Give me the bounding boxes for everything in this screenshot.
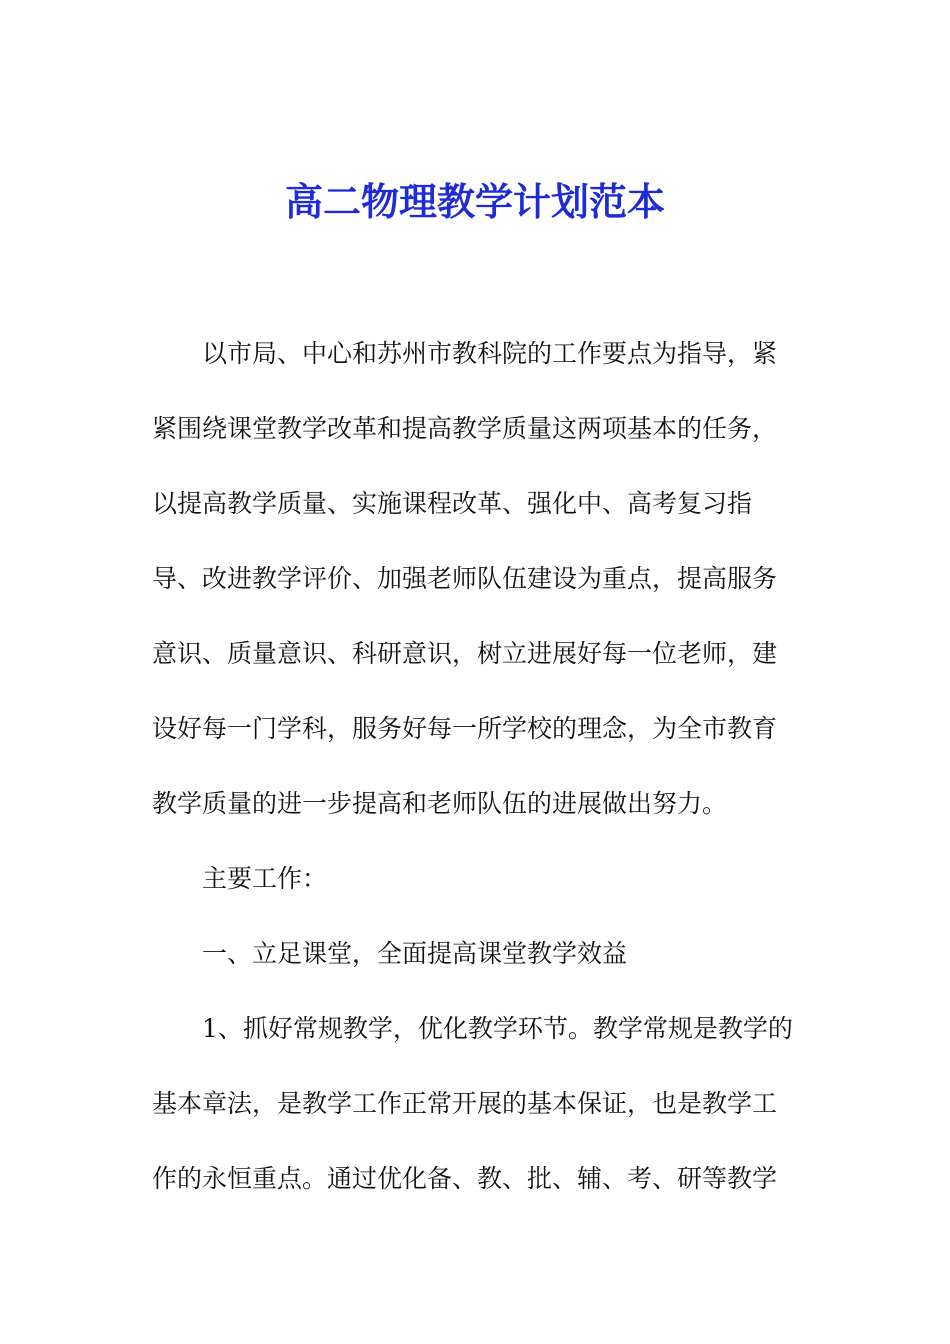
paragraph-line: 紧围绕课堂教学改革和提高教学质量这两项基本的任务，: [152, 414, 778, 443]
paragraph-line: 教学质量的进一步提高和老师队伍的进展做出努力。: [152, 789, 728, 818]
paragraph-line: 意识、质量意识、科研意识，树立进展好每一位老师，建: [152, 639, 778, 668]
paragraph-line: 基本章法，是教学工作正常开展的基本保证，也是教学工: [152, 1089, 778, 1118]
paragraph-line: 作的永恒重点。通过优化备、教、批、辅、考、研等教学: [152, 1164, 778, 1193]
section-label: 主要工作：: [202, 864, 328, 893]
paragraph-line: 导、改进教学评价、加强老师队伍建设为重点，提高服务: [152, 564, 778, 593]
paragraph-line: 以市局、中心和苏州市教科院的工作要点为指导，紧: [202, 339, 778, 368]
section-heading: 一、立足课堂，全面提高课堂教学效益: [202, 939, 628, 968]
paragraph-line: 以提高教学质量、实施课程改革、强化中、高考复习指: [152, 489, 753, 518]
paragraph-line: 1、抓好常规教学，优化教学环节。教学常规是教学的: [202, 1014, 793, 1043]
document-title: 高二物理教学计划范本: [284, 179, 665, 224]
paragraph-line: 设好每一门学科，服务好每一所学校的理念，为全市教育: [152, 714, 778, 743]
